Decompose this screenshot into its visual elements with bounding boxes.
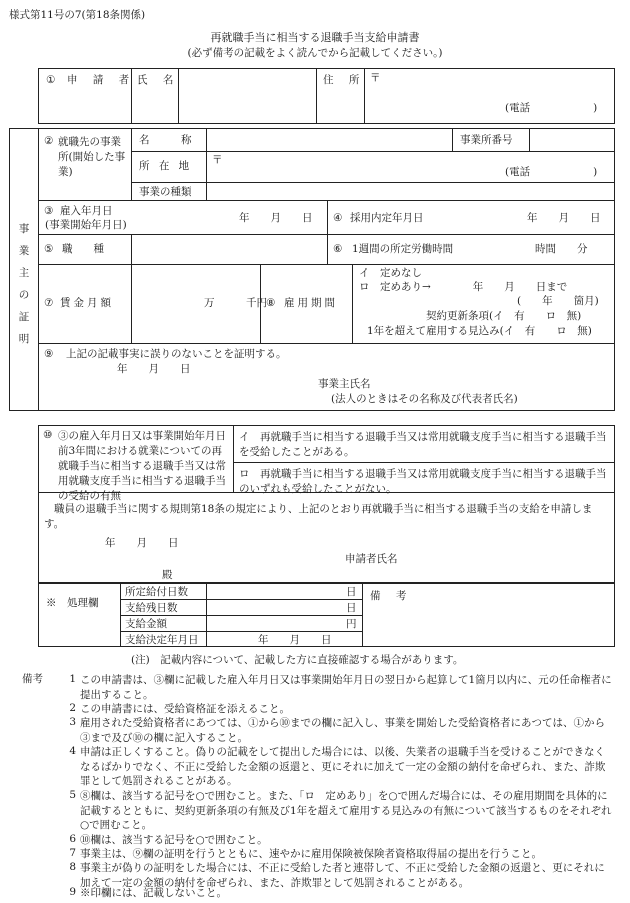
period-option-none[interactable]: イ 定めなし bbox=[359, 267, 422, 279]
wage-unit[interactable]: 万 千円 bbox=[204, 297, 267, 309]
remaining-days-unit: 日 bbox=[346, 602, 357, 614]
recruit-date-label: 採用内定年月日 bbox=[350, 212, 424, 224]
payment-amount-label: 支給金額 bbox=[125, 618, 167, 630]
certification-text: 上記の記載事実に誤りのないことを証明する。 bbox=[66, 348, 287, 360]
employer-name-label: 事業主氏名 bbox=[318, 378, 371, 390]
certification-number: ⑨ bbox=[44, 348, 54, 360]
name-label: 氏 名 bbox=[137, 74, 180, 86]
office-number-label: 事業所番号 bbox=[460, 134, 513, 146]
workplace-number: ② bbox=[44, 135, 54, 147]
applicant-phone: (電話 ) bbox=[505, 102, 598, 114]
prescribed-days-unit: 日 bbox=[346, 586, 357, 598]
prescribed-days-label: 所定給付日数 bbox=[125, 586, 188, 598]
occupation-label: 職 種 bbox=[62, 243, 104, 255]
workplace-phone: (電話 ) bbox=[505, 166, 598, 178]
recruit-date-ymd[interactable]: 年 月 日 bbox=[527, 212, 601, 224]
declaration-text: 職員の退職手当に関する規則第18条の規定により、上記のとおり再就職手当に相当する退職手当の支給を申請します。 bbox=[44, 503, 593, 530]
hire-date-sublabel: (事業開始年月日) bbox=[45, 219, 127, 231]
form-number: 様式第11号の7(第18条関係) bbox=[9, 9, 146, 21]
form-title: 再就職手当に相当する退職手当支給申請書 bbox=[210, 31, 420, 44]
weekly-hours-number: ⑥ bbox=[333, 243, 343, 255]
employment-period-number: ⑧ bbox=[266, 297, 276, 309]
workplace-label: 就職先の事業所(開始した事業) bbox=[58, 136, 126, 178]
hire-date-number: ③ bbox=[44, 205, 54, 217]
occupation-number: ⑤ bbox=[44, 243, 54, 255]
footnote: (注) 記載内容について、記載した方に直接確認する場合があります。 bbox=[131, 654, 464, 666]
wage-label: 賃金月額 bbox=[60, 297, 114, 309]
weekly-hours-label: 1週間の所定労働時間 bbox=[352, 243, 454, 255]
applicant-label: 申 請 者 bbox=[67, 74, 136, 86]
weekly-hours-unit[interactable]: 時間 分 bbox=[535, 243, 588, 255]
payment-amount-unit: 円 bbox=[346, 618, 357, 630]
remarks-label: 備 考 bbox=[370, 590, 413, 602]
wage-number: ⑦ bbox=[44, 297, 54, 309]
business-type-label: 事業の種類 bbox=[139, 186, 192, 198]
form-subtitle: (必ず備考の記載をよく読んでから記載してください。) bbox=[187, 47, 443, 59]
hire-date-label: 雇入年月日 bbox=[60, 205, 113, 217]
renewal-clause[interactable]: 契約更新条項(イ 有 ロ 無) bbox=[426, 310, 582, 322]
item10-option-a[interactable]: イ 再就職手当に相当する退職手当又は常用就職支度手当に相当する退職手当を受給したことがある。 bbox=[239, 431, 607, 458]
item10-number: ⑩ bbox=[43, 429, 53, 441]
office-number-field[interactable] bbox=[531, 130, 613, 149]
postal-mark: 〒 bbox=[370, 72, 381, 84]
decision-date-unit: 年 月 日 bbox=[258, 634, 332, 646]
application-form: 様式第11号の7(第18条関係) 再就職手当に相当する退職手当支給申請書 (必ず備考の記載をよく読んでから記載してください。) ① 申 請 者 氏 名 住 所 〒 (電話 ) 事 業 主 の 証 明 ② 就職先の事業所(開始した事業) 名 称 事業所番号 所 在 地 〒 (電話 ) 事業の種類 ③ 雇入年月日 (事業開始年月日) 年 月 日 ④ 採用内定年月日 年 月 日 ⑤ 職 種 ⑥ 1週間の所定労働時間 時間 分 ⑦ 賃金月額 万 千円 ⑧ 雇用期間 イ 定めなし ロ 定めあり→ 年 月 日まで ( 年 箇月) 契約更新条項(イ 有 ロ 無) 1年を超えて雇用する見込み(イ 有 ロ 無) ⑨ 上記の記載事実に誤りのないことを証明する。 年 月 日 事業主氏名 (法人のときはその名称及び代表者氏名) ⑩ ③の雇入年月日又は事業開始年月日前3年間における就業についての再就職手当に相当する退職手当又は常用就職支度手当に相当する退職手当の受給の有無 イ 再就職手当に相当する退職手当又は常用就職支度手当に相当する退職手当を受給したことがある。 ロ 再就職手当に相当する退職手当又は常用就職支度手当に相当する退職手当のいずれも受給したことがない。 職員の退職手当に関する規則第18条の規定により、上記のとおり再就職手当に相当する退職手当の支給を申請します。 年 月 日 申請者氏名 殿 ※ 処理欄 所定給付日数 日 支給残日数 日 支給金額 円 支給決定年月日 年 月 日 備 考 (注) 記載内容について、記載した方に直接確認する場合があります。 備考 1 この申請書は、③欄に記載した雇入年月日又は事業開始年月日の翌日から起算して1箇月以内に、元の任命権者に提出すること。 2 この申請書には、受給資格証を添えること。 3 雇用された受給資格者にあつては、①から⑩までの欄に記入し、事業を開始した受給資格者にあつては、①から③まで及び⑩の欄に記入すること。 4 申請は正しくすること。偽りの記載をして提出した場合には、以後、失業者の退職手当を受けることができなくなるばかりでなく、不正に受給した金額の返還と、更にそれに加えて一定の金額の納付を命ぜられ、また、詐欺罪として処罰されることがある。 5 ⑧欄は、該当する記号を○で囲むこと。また、「ロ 定めあり」を○で囲んだ場合には、その雇用期間を具体的に記載するとともに、契約更新条項の有無及び1年を超えて雇用する見込みの有無について該当するものをそれぞれ○で囲むこと。 6 ⑩欄は、該当する記号を○で囲むこと。 7 事業主は、⑨欄の証明を行うとともに、速やかに雇用保険被保険者資格取得届の提出を行うこと。 8 事業主が偽りの証明をした場合には、不正に受給した者と連帯して、不正に受給した金額の返還と、更にそれに加えて一定の金額の納付を命ぜられ、また、詐欺罪として処罰されることがある。 9 ※印欄には、記載しないこと。 bbox=[0, 0, 630, 903]
applicant-number: ① bbox=[46, 74, 56, 86]
declaration-date[interactable]: 年 月 日 bbox=[105, 537, 179, 549]
business-type-field[interactable] bbox=[208, 184, 613, 198]
workplace-name-field[interactable] bbox=[208, 130, 450, 149]
workplace-location-label: 所 在 地 bbox=[139, 160, 193, 172]
item10-label: ③の雇入年月日又は事業開始年月日前3年間における就業についての再就職手当に相当する退職手当又は常用就職支度手当に相当する退職手当の受給の有無 bbox=[58, 430, 226, 502]
notes-label: 備考 bbox=[22, 673, 43, 685]
period-months[interactable]: ( 年 箇月) bbox=[517, 295, 599, 307]
item10-option-b[interactable]: ロ 再就職手当に相当する退職手当又は常用就職支度手当に相当する退職手当のいずれも受給したことがない。 bbox=[239, 468, 607, 495]
applicant-signature-label: 申請者氏名 bbox=[345, 553, 398, 565]
over-one-year[interactable]: 1年を超えて雇用する見込み(イ 有 ロ 無) bbox=[367, 325, 592, 337]
employment-period-label: 雇用期間 bbox=[284, 297, 338, 309]
remaining-days-label: 支給残日数 bbox=[125, 602, 178, 614]
employer-name-note: (法人のときはその名称及び代表者氏名) bbox=[331, 393, 518, 405]
certification-date[interactable]: 年 月 日 bbox=[117, 363, 191, 375]
processing-label: ※ 処理欄 bbox=[46, 597, 99, 609]
honorific: 殿 bbox=[162, 569, 173, 581]
period-option-fixed[interactable]: ロ 定めあり→ 年 月 日まで bbox=[359, 281, 568, 293]
hire-date-ymd[interactable]: 年 月 日 bbox=[239, 212, 313, 224]
occupation-field[interactable] bbox=[133, 236, 325, 262]
address-label: 住 所 bbox=[323, 74, 366, 86]
applicant-name-field[interactable] bbox=[180, 70, 314, 122]
recruit-date-number: ④ bbox=[333, 212, 343, 224]
workplace-name-label: 名 称 bbox=[139, 134, 192, 146]
workplace-postal-mark: 〒 bbox=[212, 154, 223, 166]
decision-date-label: 支給決定年月日 bbox=[125, 634, 199, 646]
